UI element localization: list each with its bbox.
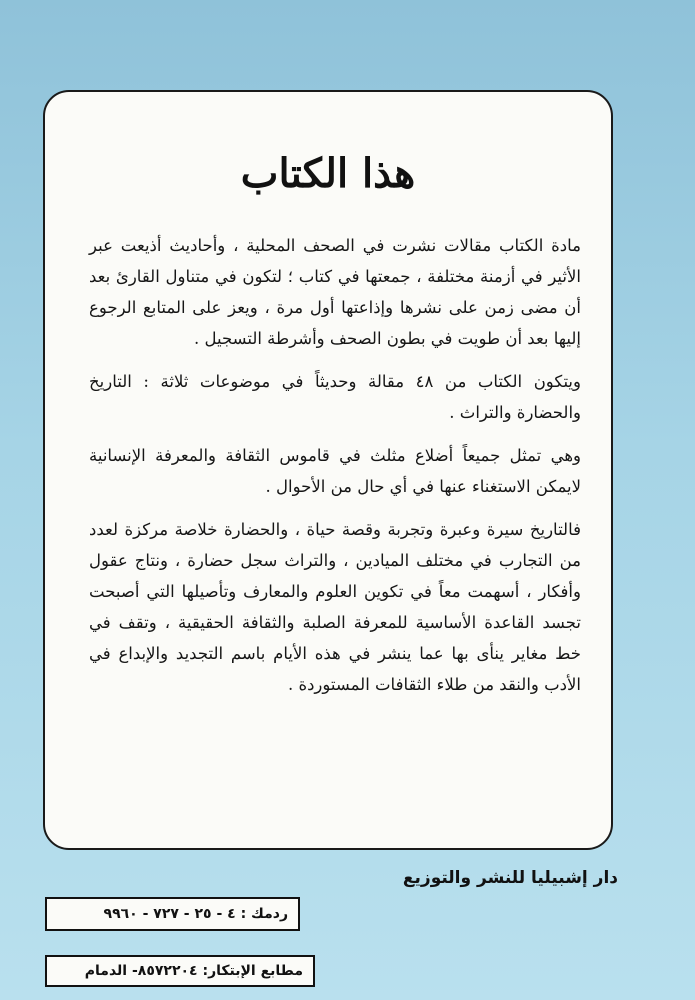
- blurb-paragraph: فالتاريخ سيرة وعبرة وتجربة وقصة حياة ، والحضارة خلاصة مركزة لعدد من التجارب في مختلف الميادين ، والتراث سجل حضارة ، ونتاج عقول وأفكار ، أسهمت معاً في تكوين العلوم والمعارف وتأصيلها التي أصبحت تجسد القاعدة الأساسية للمعرفة الصلبة والثقافة الحقيقية ، وتقف في خط مغاير ينأى بها عما ينشر في هذه الأيام باسم التجديد والإبداع في الأدب والنقد من طلاء الثقافات المستوردة .: [89, 520, 581, 694]
- blurb-paragraph: وهي تمثل جميعاً أضلاع مثلث في قاموس الثقافة والمعرفة الإنسانية لايمكن الاستغناء عنها في أي حال من الأحوال .: [89, 446, 581, 496]
- book-section-title: هذا الكتاب: [240, 150, 416, 197]
- blurb-paragraph: مادة الكتاب مقالات نشرت في الصحف المحلية ، وأحاديث أذيعت عبر الأثير في أزمنة مختلفة ، جمعتها في كتاب ؛ لتكون في متناول القارئ بعد أن مضى زمن على نشرها وإذاعتها أول مرة ، ويعز على المتابع الرجوع إليها بعد أن طويت في بطون الصحف وأشرطة التسجيل .: [89, 236, 581, 348]
- back-cover-panel: [43, 90, 613, 850]
- printer-box: مطابع الإبتكار: ٨٥٧٢٢٠٤- الدمام: [45, 955, 315, 987]
- blurb-text: [89, 230, 581, 712]
- isbn-box: ردمك : ٤ - ٢٥ - ٧٢٧ - ٩٩٦٠: [45, 897, 300, 931]
- blurb-paragraph: ويتكون الكتاب من ٤٨ مقالة وحديثاً في موضوعات ثلاثة : التاريخ والحضارة والتراث .: [89, 372, 581, 422]
- publisher-name: دار إشبيليا للنشر والتوزيع: [402, 868, 618, 888]
